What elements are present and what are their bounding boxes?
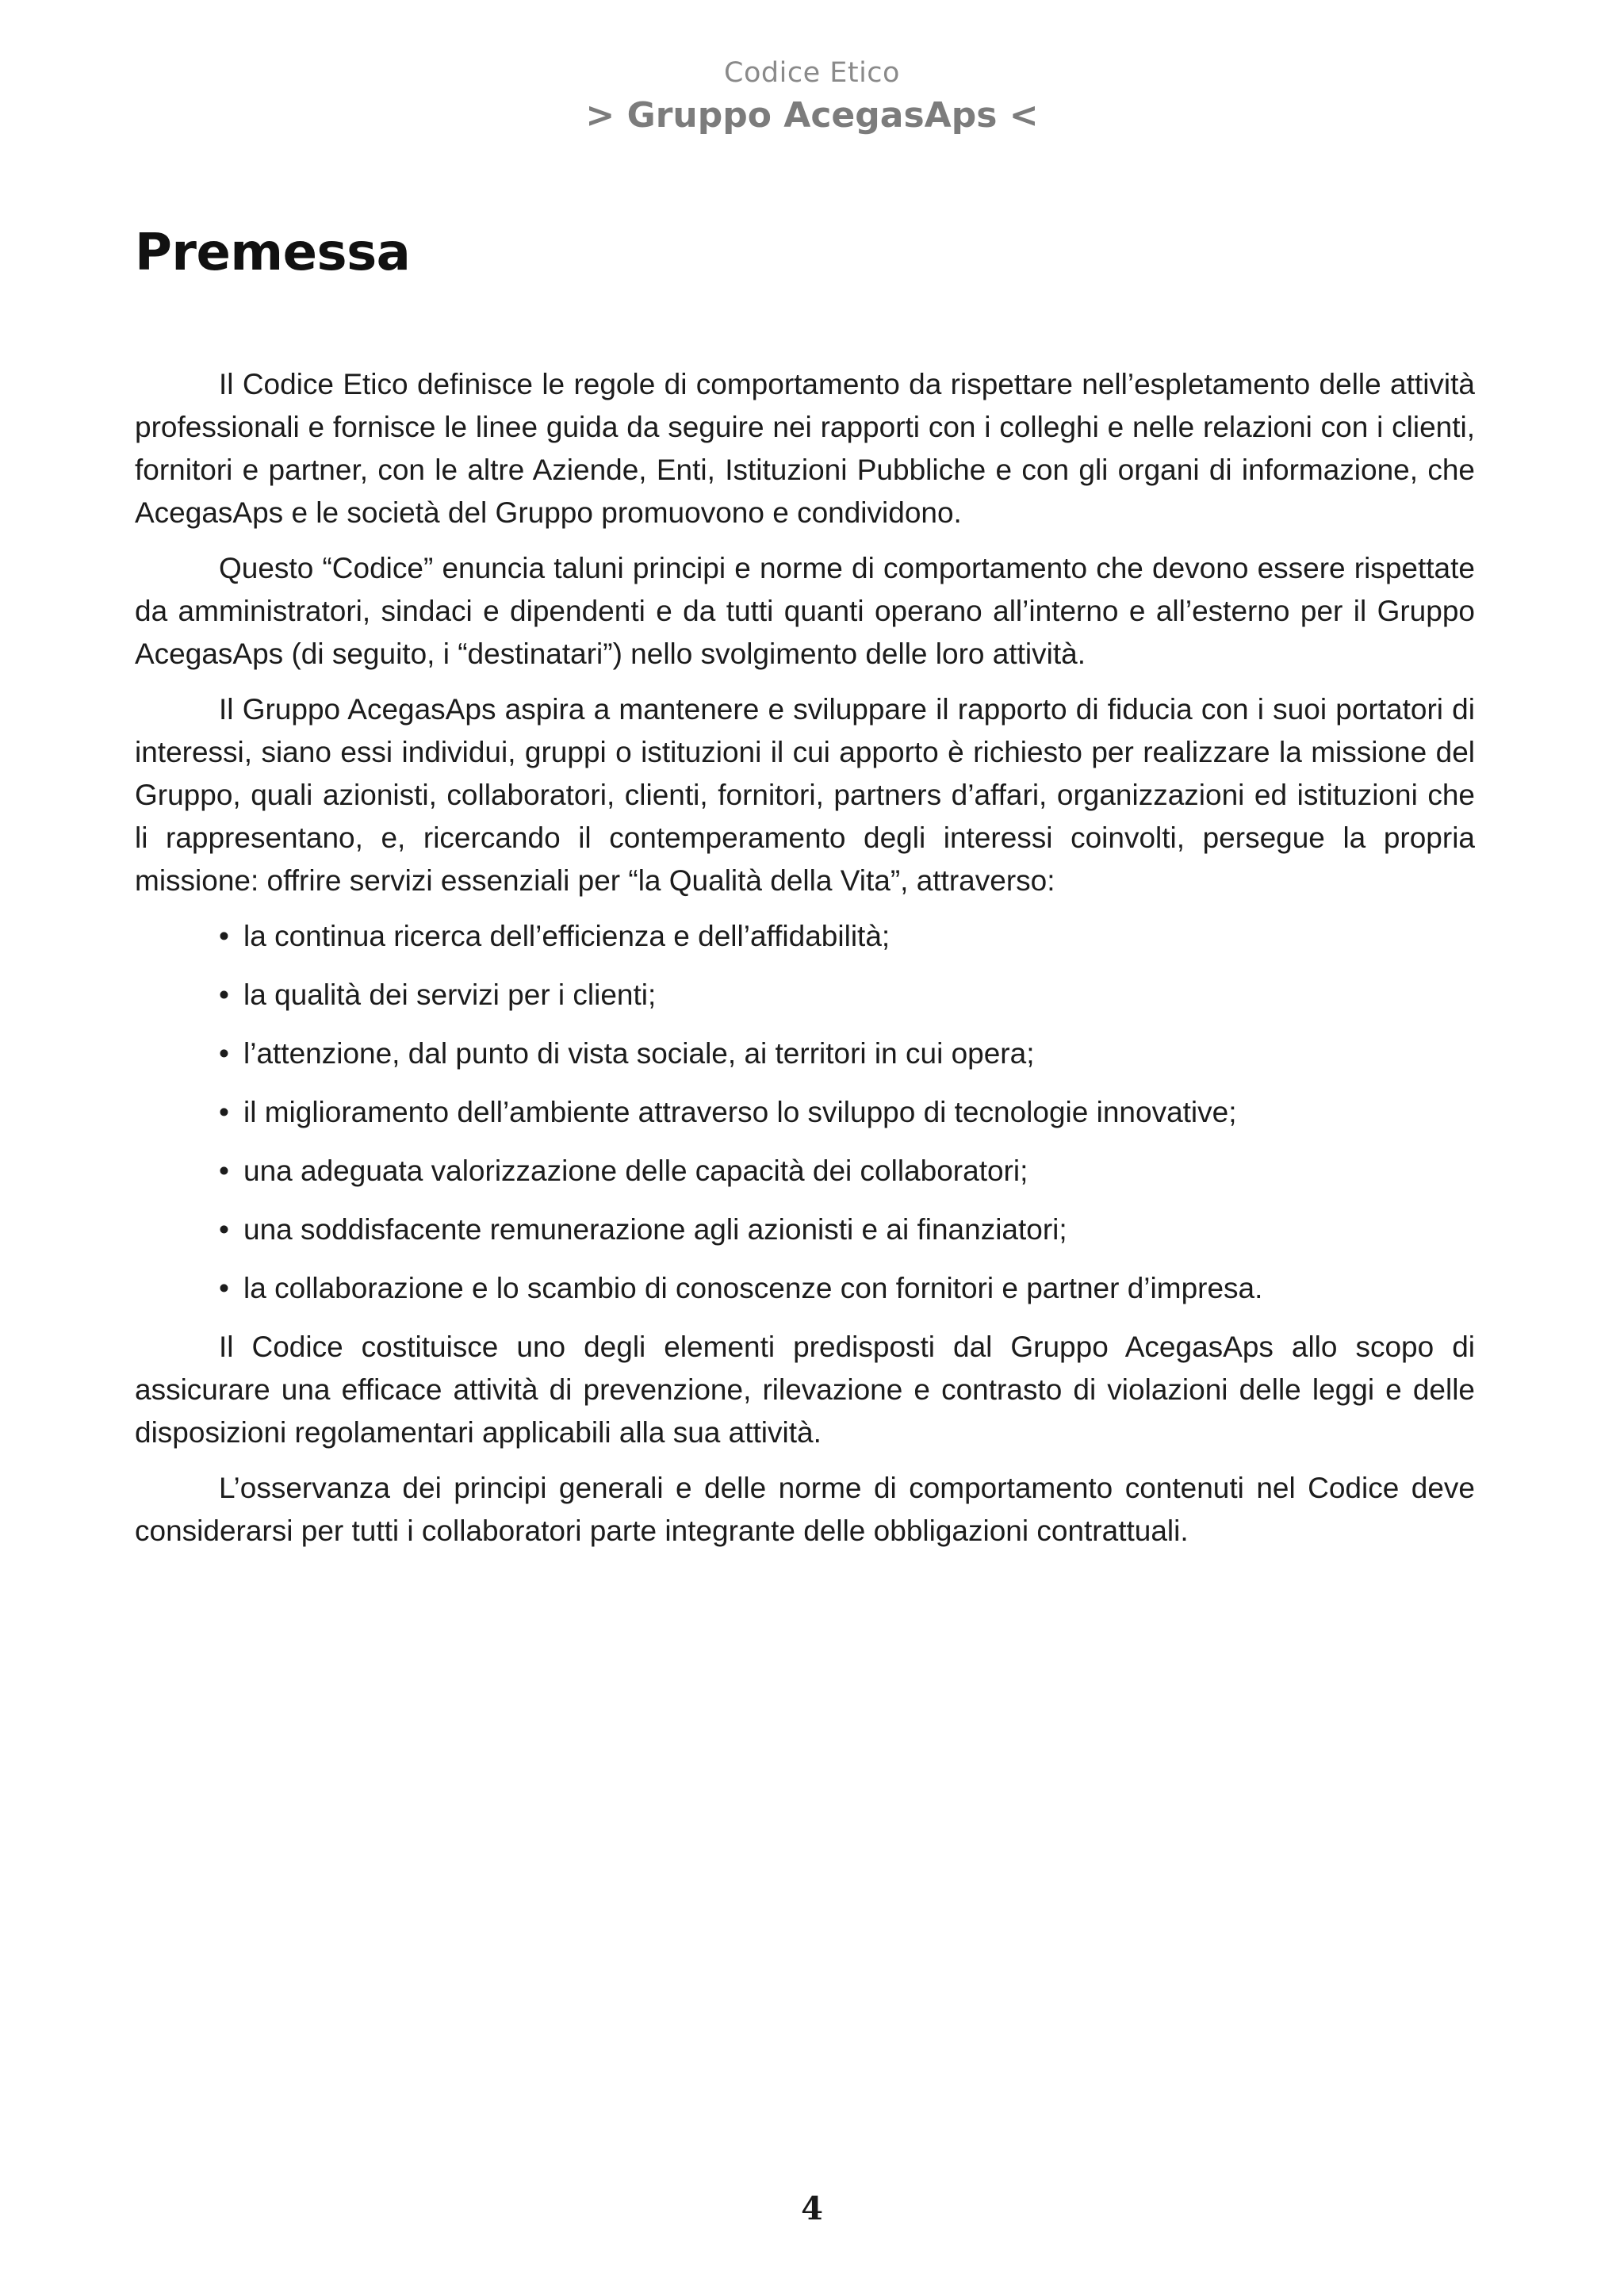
list-item-text: il miglioramento dell’ambiente attraverso lo sviluppo di tecnologie innovative; — [243, 1096, 1237, 1128]
bullet-icon: • — [219, 920, 229, 952]
page-title: Premessa — [135, 224, 411, 282]
page-number: 4 — [801, 2190, 823, 2227]
bullet-icon: • — [219, 1037, 229, 1070]
list-item — [135, 1091, 1475, 1134]
paragraph-osservanza: L’osservanza dei principi generali e delle norme di comportamento contenuti nel Codice deve considerarsi per tutti i collaboratori parte integrante delle obbligazioni contrattuali. — [135, 1472, 1475, 1547]
body-text — [135, 363, 1475, 1565]
bullet-icon: • — [219, 1096, 229, 1128]
paragraph-intro: Il Codice Etico definisce le regole di comportamento da rispettare nell’espletamento delle attività professionali e fornisce le linee guida da seguire nei rapporti con i colleghi e nelle relazioni con i clienti, fornitori e partner, con le altre Aziende, Enti, Istituzioni Pubbliche e con gli organi di informazione, che AcegasAps e le società del Gruppo promuovono e condividono. — [135, 368, 1475, 529]
list-item-text: la collaborazione e lo scambio di conoscenze con fornitori e partner d’impresa. — [243, 1272, 1263, 1304]
list-item-text: l’attenzione, dal punto di vista sociale, ai territori in cui opera; — [243, 1037, 1035, 1070]
list-item-text: la qualità dei servizi per i clienti; — [243, 978, 657, 1011]
running-header-title: Codice Etico — [724, 57, 900, 89]
list-item — [135, 1150, 1475, 1193]
list-item-text: una adeguata valorizzazione delle capacità dei collaboratori; — [243, 1155, 1028, 1187]
paragraph-codice: Questo “Codice” enuncia taluni principi e norme di comportamento che devono essere rispettate da amministratori, sindaci e dipendenti e da tutti quanti operano all’interno e all’esterno per il Gruppo AcegasAps (di seguito, i “destinatari”) nello svolgimento delle loro attività. — [135, 552, 1475, 670]
list-item — [135, 1032, 1475, 1075]
list-item — [135, 974, 1475, 1017]
bullet-icon: • — [219, 978, 229, 1011]
list-item-text: la continua ricerca dell’efficienza e dell’affidabilità; — [243, 920, 891, 952]
paragraph-prevenzione: Il Codice costituisce uno degli elementi predisposti dal Gruppo AcegasAps allo scopo di assicurare una efficace attività di prevenzione, rilevazione e contrasto di violazioni delle leggi e delle disposizioni regolamentari applicabili alla sua attività. — [135, 1331, 1475, 1449]
list-item — [135, 1267, 1475, 1310]
bullet-icon: • — [219, 1272, 229, 1304]
running-header-subtitle: > Gruppo AcegasAps < — [585, 95, 1039, 136]
list-item — [135, 915, 1475, 958]
bullet-icon: • — [219, 1213, 229, 1246]
paragraph-gruppo: Il Gruppo AcegasAps aspira a mantenere e sviluppare il rapporto di fiducia con i suoi portatori di interessi, siano essi individui, gruppi o istituzioni il cui apporto è richiesto per realizzare la missione del Gruppo, quali azionisti, collaboratori, clienti, fornitori, partners d’affari, organizzazioni ed istituzioni che li rappresentano, e, ricercando il contemperamento degli interessi coinvolti, persegue la propria missione: offrire servizi essenziali per “la Qualità della Vita”, attraverso: — [135, 693, 1475, 897]
list-item — [135, 1208, 1475, 1251]
bullet-icon: • — [219, 1155, 229, 1187]
bullet-list — [135, 915, 1475, 1310]
list-item-text: una soddisfacente remunerazione agli azionisti e ai finanziatori; — [243, 1213, 1067, 1246]
